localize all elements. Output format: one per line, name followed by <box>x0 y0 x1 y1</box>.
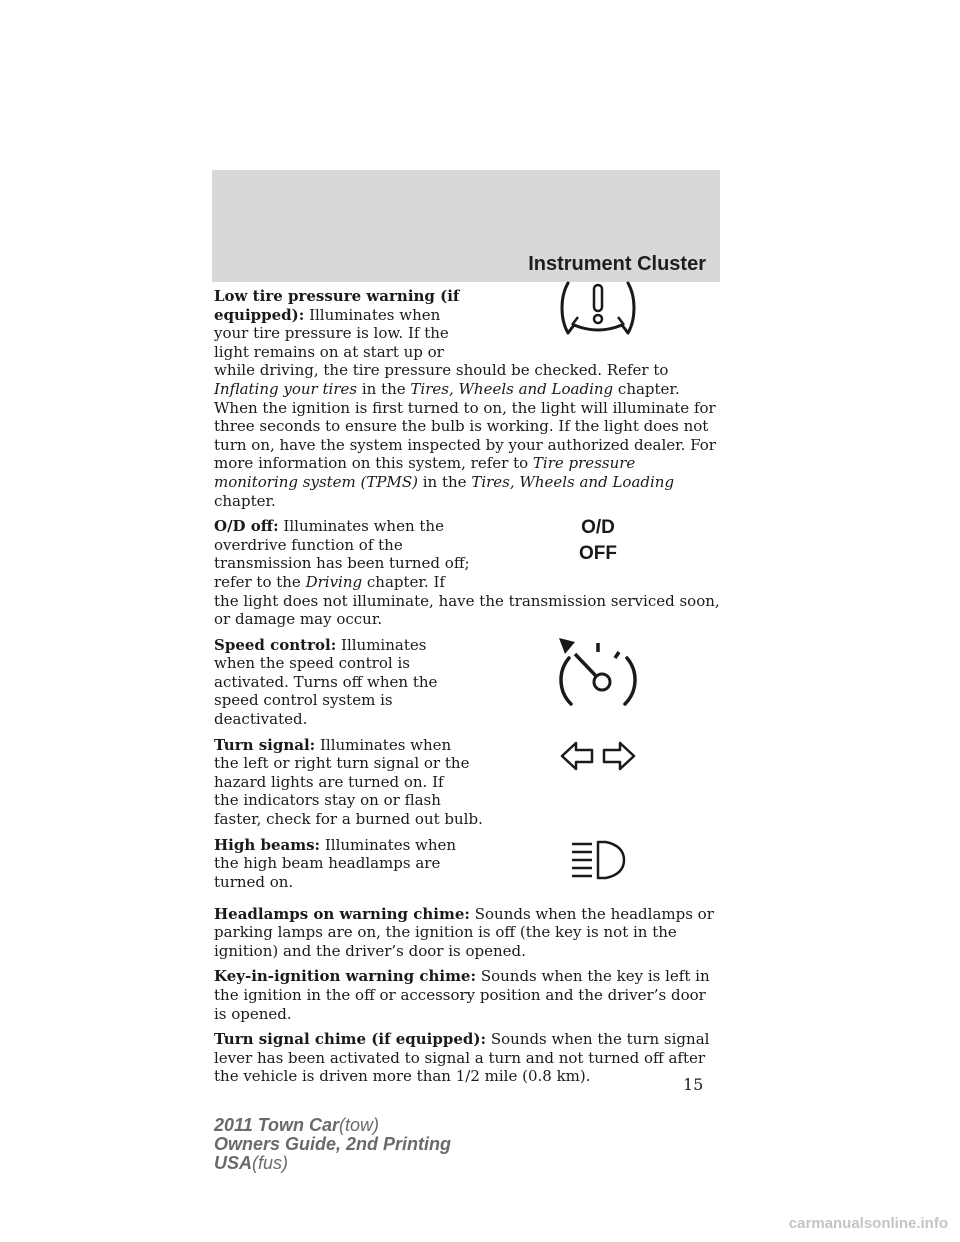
high-beam-icon <box>476 838 720 886</box>
footer-region: USA <box>214 1153 253 1173</box>
overdrive-icon-text-od: O/D <box>581 517 615 539</box>
turn-signal-arrows-icon <box>476 736 720 792</box>
entry-text: chapter. When the ignition is first turned to on, the light will illuminate for three seconds to ensure the bulb is working. If the light does not turn on, have the system inspected by your authorized dealer. For more information on this system, refer to <box>214 379 716 473</box>
cross-reference: Tire pressure monitoring system (TPMS) <box>214 454 636 491</box>
entry-text: Illuminates when the speed control is activated. Turns off when the speed control system is deactivated. <box>214 635 438 729</box>
watermark: carmanualsonline.info <box>788 1215 948 1232</box>
document-footer <box>214 1116 451 1173</box>
overdrive-off-icon <box>476 513 720 573</box>
page-number: 15 <box>683 1075 704 1094</box>
entry-label: Headlamps on warning chime: <box>214 904 470 923</box>
footer-guide: Owners Guide, 2nd Printing <box>214 1134 452 1154</box>
entry-turn-signal-chime <box>214 1030 720 1086</box>
footer-line-guide <box>214 1135 451 1154</box>
section-header-band <box>212 170 720 282</box>
entry-overdrive-off <box>214 517 720 629</box>
entry-turn-signal <box>214 736 720 829</box>
footer-line-region <box>214 1154 451 1173</box>
entry-text: Illuminates when the overdrive function of the transmission has been turned off; refer to the <box>214 517 470 591</box>
cross-reference: Tires, Wheels and Loading <box>410 379 614 398</box>
footer-region-code: (fus) <box>252 1153 289 1173</box>
entry-text: in the <box>357 379 411 398</box>
overdrive-icon-text-off: OFF <box>579 543 617 565</box>
entry-label: High beams: <box>214 835 321 854</box>
section-title: Instrument Cluster <box>528 253 706 275</box>
entry-label: Low tire pressure warning (if equipped): <box>214 287 460 324</box>
entry-key-in-ignition-chime <box>214 967 720 1023</box>
entry-label: Turn signal: <box>214 735 316 754</box>
entry-label: Key-in-ignition warning chime: <box>214 967 477 986</box>
cross-reference: Inflating your tires <box>214 379 358 398</box>
cross-reference: Driving <box>305 572 363 591</box>
entry-high-beams <box>214 836 720 898</box>
entry-headlamps-chime <box>214 905 720 961</box>
entry-text: Sounds when the turn signal lever has been activated to signal a turn and not turned off after the vehicle is driven more than 1/2 mile (0.8 km). <box>214 1030 710 1086</box>
entry-text: Sounds when the headlamps or parking lamps are on, the ignition is off (the key is not in the ignition) and the driver’s door is opened. <box>214 904 714 960</box>
entry-text: Illuminates when the high beam headlamps are turned on. <box>214 835 457 891</box>
footer-model-code: (tow) <box>339 1115 380 1135</box>
page-content <box>214 287 720 1093</box>
speed-control-icon <box>476 634 720 714</box>
entry-text: Illuminates when the left or right turn signal or the hazard lights are turned on. If the indicators stay on or flash faster, check for a burned out bulb. <box>214 735 483 829</box>
entry-low-tire-pressure <box>214 287 720 510</box>
entry-text: Illuminates when your tire pressure is low. If the light remains on at start up or while driving, the tire pressure should be checked. Refer to <box>214 305 669 380</box>
entry-text: chapter. <box>214 491 276 510</box>
tire-pressure-warning-icon <box>476 275 720 353</box>
footer-line-model <box>214 1116 451 1135</box>
entry-speed-control <box>214 636 720 729</box>
entry-label: O/D off: <box>214 517 279 536</box>
cross-reference: Tires, Wheels and Loading <box>471 472 675 491</box>
entry-label: Speed control: <box>214 635 337 654</box>
entry-text: in the <box>417 472 472 491</box>
entry-text: Sounds when the key is left in the ignition in the off or accessory position and the driver’s door is opened. <box>214 967 710 1023</box>
entry-label: Turn signal chime (if equipped): <box>214 1030 487 1049</box>
entry-text: chapter. If the light does not illuminate, have the transmission serviced soon, or damage may occur. <box>214 572 720 629</box>
footer-model: 2011 Town Car <box>214 1115 340 1135</box>
